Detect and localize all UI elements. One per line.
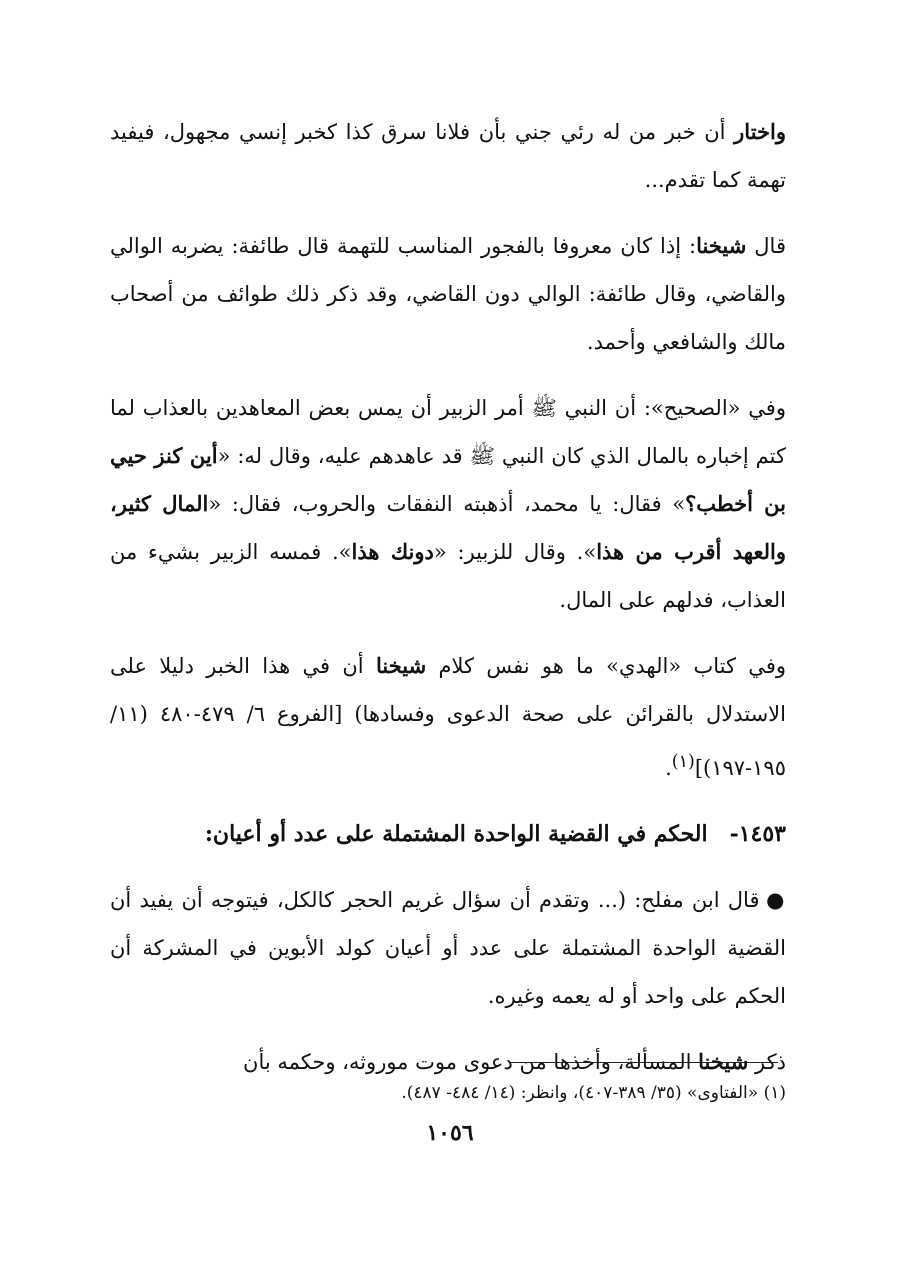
hadith-quote: أين كنز حيي بن أخطب؟ [110,443,786,516]
paragraph-text: قال ابن مفلح: (... وتقدم أن سؤال غريم الحجر كالكل، فيتوجه أن يفيد أن القضية الواحدة المشتملة على عدد أو أعيان كولد الأبوين في المشركة أن الحكم على واحد أو له يعمه وغيره. [110,888,786,1008]
paragraph-text: أن في هذا الخبر دليلا على الاستدلال بالقرائن على صحة الدعوى وفسادها) [الفروع ٦/ ٤٧٩-٤٨٠ (١١/ ١٩٥-١٩٧)] [110,654,786,780]
paragraph-text: » فقال: يا محمد، أذهبته النفقات والحروب، فقال: « [208,492,686,516]
paragraph-5 [110,876,786,1020]
paragraph-text: وفي «الصحيح»: أن النبي ﷺ أمر الزبير أن يمس بعض المعاهدين بالعذاب لما كتم إخباره بالمال الذي كان النبي ﷺ قد عاهدهم عليه، وقال له: « [110,396,786,468]
section-heading [110,810,786,858]
section-number: ١٤٥٣- [729,821,786,847]
paragraph-2 [110,222,786,366]
paragraph-text: ذكر [748,1050,786,1074]
page-number: ١٠٥٦ [426,1120,474,1146]
bold-term: شيخنا [696,233,747,258]
section-title: الحكم في القضية الواحدة المشتملة على عدد أو أعيان: [204,821,708,847]
hadith-quote: المال كثير، والعهد أقرب من هذا [110,491,786,564]
paragraph-text: : إذا كان معروفا بالفجور المناسب للتهمة قال طائفة: يضربه الوالي والقاضي، وقال طائفة: الوالي دون القاضي، وقد ذكر ذلك طوائف من أصحاب مالك والشافعي وأحمد. [110,234,786,354]
paragraph-4 [110,642,786,792]
paragraph-text: ». فمسه الزبير بشيء من العذاب، فدلهم على المال. [110,540,786,612]
bullet-icon: ● [766,888,786,912]
footnote-reference[interactable]: (١) [671,752,695,772]
paragraph-3 [110,384,786,624]
paragraph-text: المسألة، وأخذها من دعوى موت موروثه، وحكمه بأن [243,1050,699,1074]
main-text [110,108,786,1086]
footnote-divider [510,1062,778,1063]
bold-term: شيخنا [698,1049,749,1074]
paragraph-text: قال [746,234,786,258]
footnote: (١) «الفتاوى» (٣٥/ ٣٨٩-٤٠٧)، وانظر: (١٤/ ٤٨٤- ٤٨٧). [401,1083,786,1103]
paragraph-1 [110,108,786,204]
hadith-quote: دونك هذا [351,539,434,564]
paragraph-text: وفي كتاب «الهدي» ما هو نفس كلام [426,654,786,678]
paragraph-text: أن خبر من له رئي جني بأن فلانا سرق كذا كخبر إنسي مجهول، فيفيد تهمة كما تقدم... [110,120,786,192]
bold-term: شيخنا [375,653,427,678]
bold-term: واختار [734,119,786,144]
paragraph-text: . [665,756,672,780]
paragraph-text: ». وقال للزبير: « [433,540,597,564]
